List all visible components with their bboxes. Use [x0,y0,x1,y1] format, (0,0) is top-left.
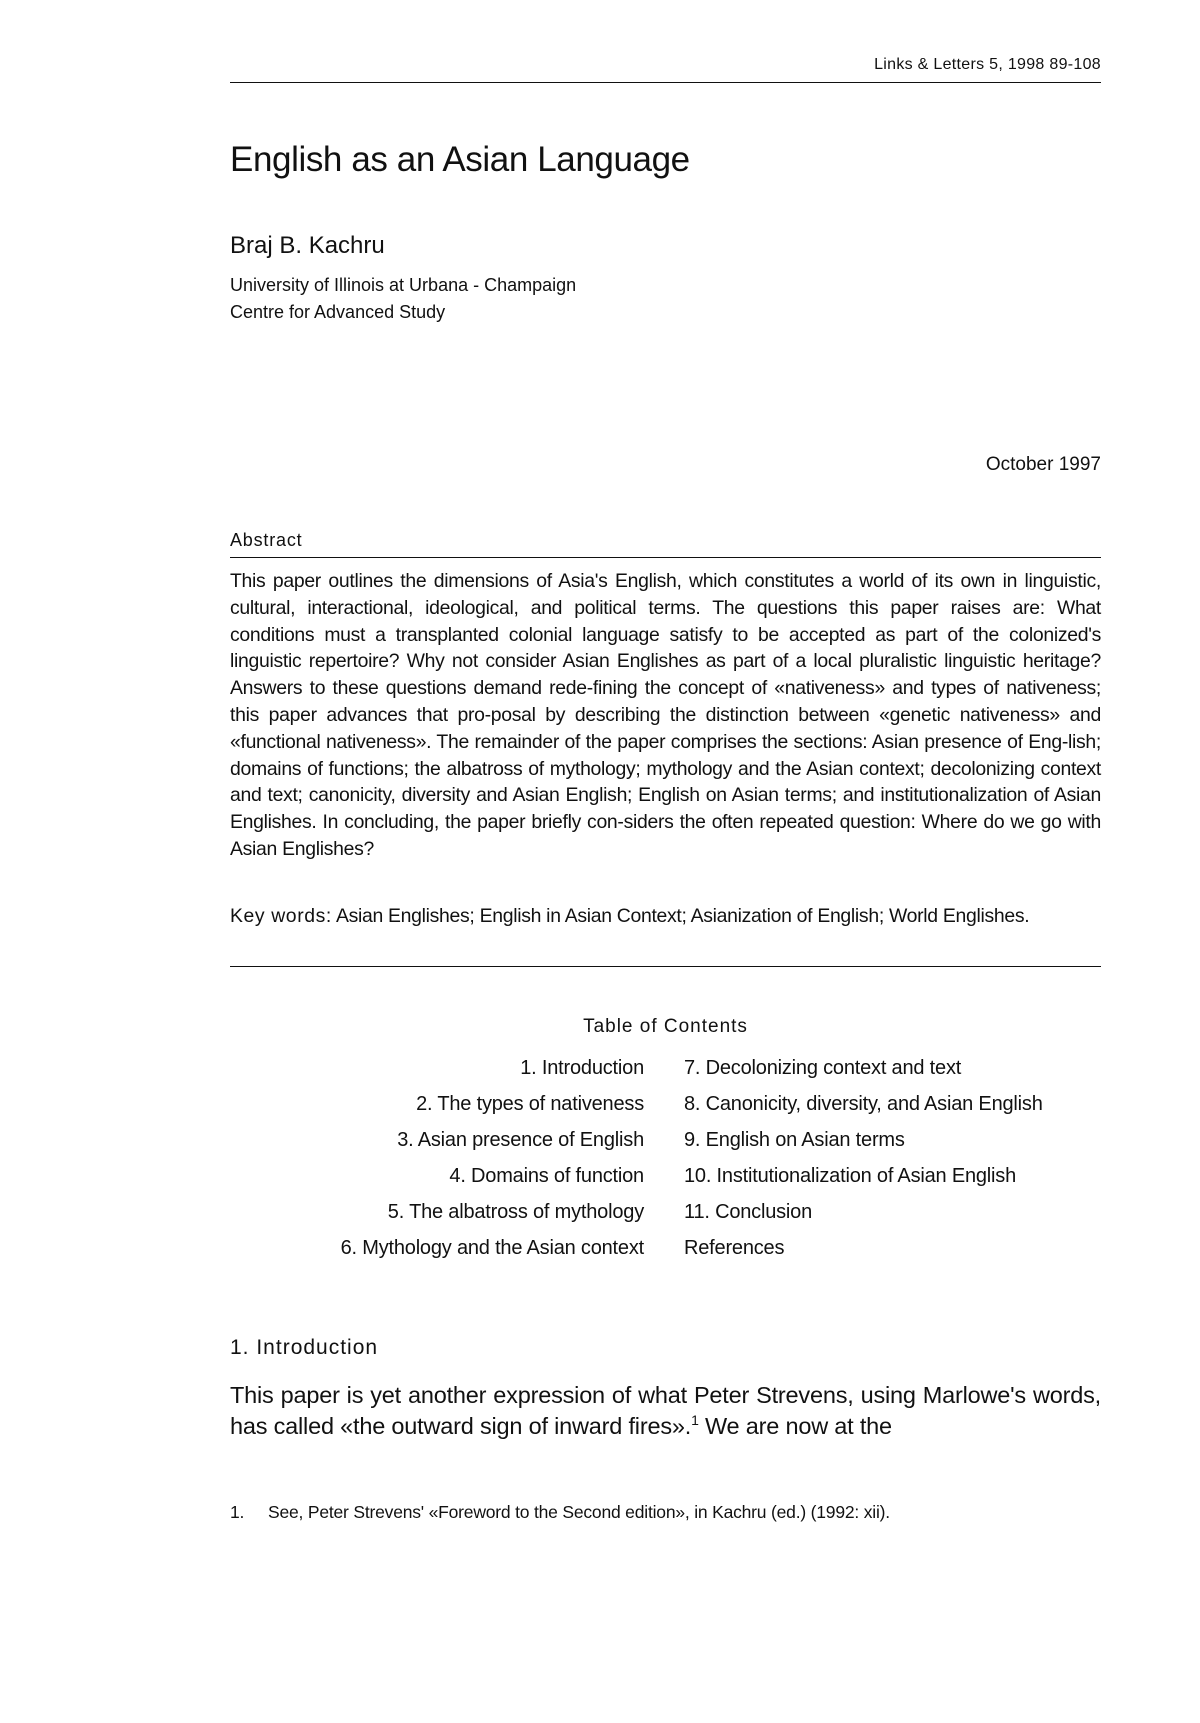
footnote [230,1502,1101,1523]
keywords-label: Key words: [230,905,332,927]
keywords [230,903,1101,930]
footnote-reference: 1 [691,1412,699,1429]
toc-item: 10. Institutionalization of Asian English [684,1165,1017,1187]
body-text-a: This paper is yet another expression of what Peter Strevens, using Marlowe's words, has called «the outward sign of inward fires». [230,1382,1101,1439]
keywords-text: Asian Englishes; English in Asian Context; Asianization of English; World Englishes. [335,905,1030,927]
toc-item: 5. The albatross of mythology [387,1201,644,1223]
toc-item: 1. Introduction [520,1057,644,1079]
running-head: Links & Letters 5, 1998 89-108 [874,56,1101,73]
toc-item: 6. Mythology and the Asian context [340,1237,644,1259]
body-text-b: We are now at the [698,1413,892,1439]
affiliation-line-2: Centre for Advanced Study [230,302,446,322]
toc-item: References [684,1237,785,1259]
footnote-number: 1. [230,1502,245,1522]
toc-item: 3. Asian presence of English [397,1129,644,1151]
paper-date: October 1997 [985,454,1101,475]
author-name: Braj B. Kachru [230,232,385,259]
toc-item: 8. Canonicity, diversity, and Asian English [684,1093,1043,1115]
toc-item: 4. Domains of function [449,1165,644,1187]
toc-right-column [684,1056,1094,1272]
toc-item: 11. Conclusion [684,1201,813,1223]
affiliation-line-1: University of Illinois at Urbana - Champaign [230,275,577,295]
toc-item: 2. The types of nativeness [416,1093,644,1115]
affiliation [230,272,576,326]
body-paragraph [230,1380,1101,1442]
section-heading: 1. Introduction [230,1336,379,1359]
paper-title: English as an Asian Language [230,140,690,179]
toc-title: Table of Contents [583,1016,748,1037]
toc-item: 7. Decolonizing context and text [684,1057,962,1079]
header-rule [230,82,1101,83]
toc-left-column [341,1056,644,1272]
abstract-rule-bottom [230,966,1101,967]
toc-item: 9. English on Asian terms [684,1129,905,1151]
footnote-text: See, Peter Strevens' «Foreword to the Second edition», in Kachru (ed.) (1992: xii). [268,1502,890,1522]
abstract-rule-top [230,557,1101,558]
abstract-text: This paper outlines the dimensions of Asia's English, which constitutes a world of its own in linguistic, cultural, interactional, ideological, and political terms. The questions this paper raises are: What conditions must a transplanted colonial language satisfy to be accepted as part of the colonized's linguistic repertoire? Why not consider Asian Englishes as part of a local pluralistic linguistic heritage? Answers to these questions demand rede-fining the concept of «nativeness» and types of nativeness; this paper advances that pro-posal by describing the distinction between «genetic nativeness» and «functional nativeness». The remainder of the paper comprises the sections: Asian presence of Eng-lish; domains of functions; the albatross of mythology; mythology and the Asian context; decolonizing context and text; canonicity, diversity and Asian English; English on Asian terms; and institutionalization of Asian Englishes. In concluding, the paper briefly con-siders the often repeated question: Where do we go with Asian Englishes? [230,570,1101,860]
abstract-label: Abstract [230,530,303,550]
